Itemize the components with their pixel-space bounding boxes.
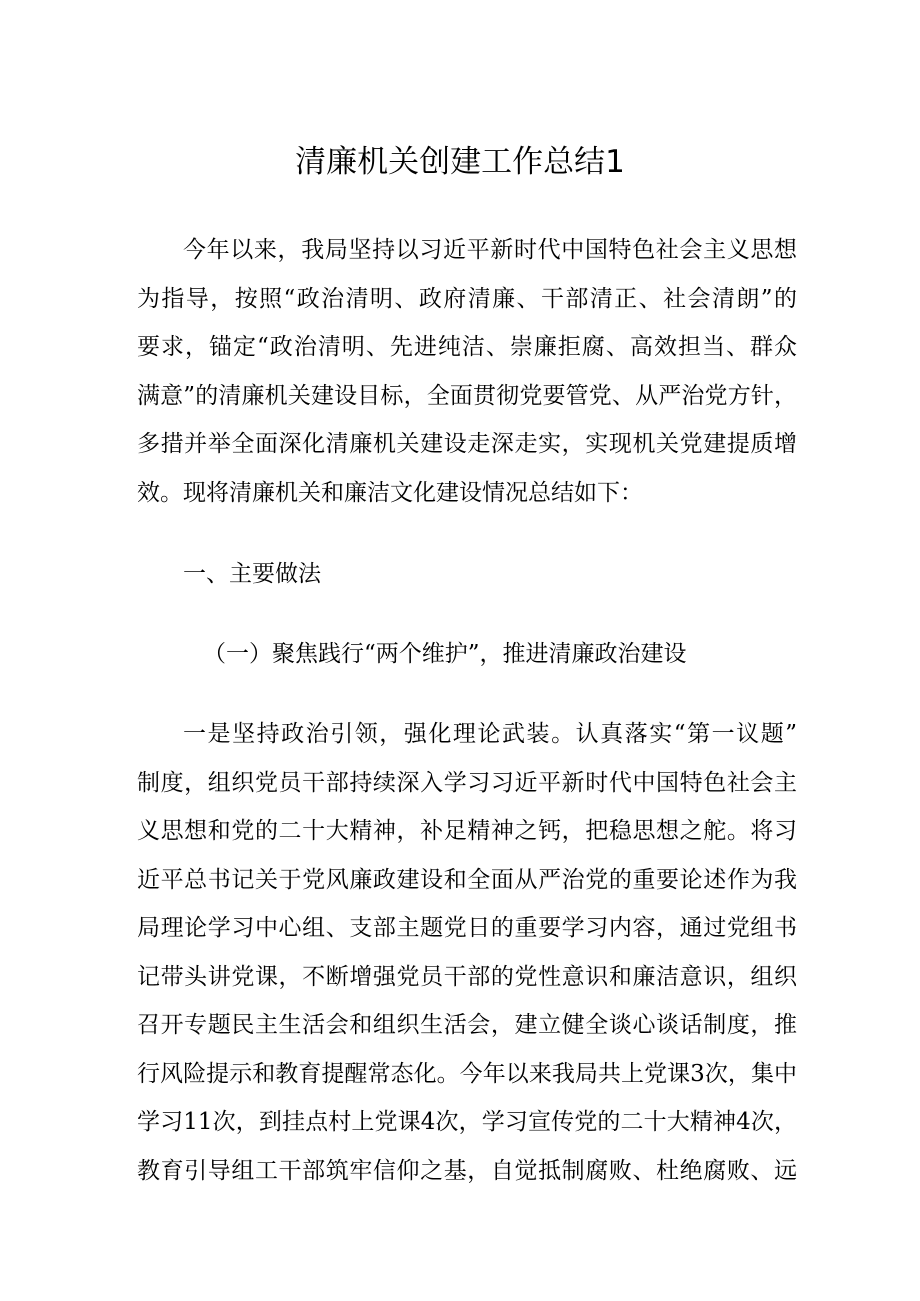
body-line: 一是坚持政治引领，强化理论武装。认真落实“第一议题” — [183, 721, 797, 747]
body-line: 记带头讲党课，不断增强党员干部的党性意识和廉洁意识，组织 — [137, 963, 797, 990]
body-paragraph — [137, 710, 797, 1195]
intro-line: 今年以来，我局坚持以习近平新时代中国特色社会主义思想 — [183, 237, 797, 263]
intro-line: 为指导，按照“政治清明、政府清廉、干部清正、社会清朗”的 — [137, 285, 797, 312]
subsection-heading: （一）聚焦践行“两个维护”，推进清廉政治建设 — [203, 641, 687, 667]
intro-line: 多措并举全面深化清廉机关建设走深走实，实现机关党建提质增 — [137, 431, 797, 457]
body-line: 行风险提示和教育提醒常态化。今年以来我局共上党课3次，集中 — [137, 1060, 797, 1087]
intro-line: 满意”的清廉机关建设目标，全面贯彻党要管党、从严治党方针， — [137, 382, 797, 409]
intro-line: 效。现将清廉机关和廉洁文化建设情况总结如下： — [137, 479, 643, 506]
section-heading: 一、主要做法 — [183, 561, 321, 587]
body-line: 义思想和党的二十大精神，补足精神之钙，把稳思想之舵。将习 — [137, 818, 797, 844]
body-line: 学习11次，到挂点村上党课4次，学习宣传党的二十大精神4次， — [137, 1109, 797, 1135]
body-line: 近平总书记关于党风廉政建设和全面从严治党的重要论述作为我 — [137, 866, 797, 893]
body-line: 召开专题民主生活会和组织生活会，建立健全谈心谈话制度，推 — [137, 1012, 797, 1038]
document-title: 清廉机关创建工作总结1 — [295, 144, 625, 180]
body-line: 制度，组织党员干部持续深入学习习近平新时代中国特色社会主 — [137, 769, 797, 796]
intro-paragraph — [137, 226, 797, 517]
intro-line: 要求，锚定“政治清明、先进纯洁、崇廉拒腐、高效担当、群众 — [137, 334, 797, 360]
body-line: 教育引导组工干部筑牢信仰之基，自觉抵制腐败、杜绝腐败、远 — [137, 1157, 797, 1184]
body-line: 局理论学习中心组、支部主题党日的重要学习内容，通过党组书 — [137, 915, 797, 941]
